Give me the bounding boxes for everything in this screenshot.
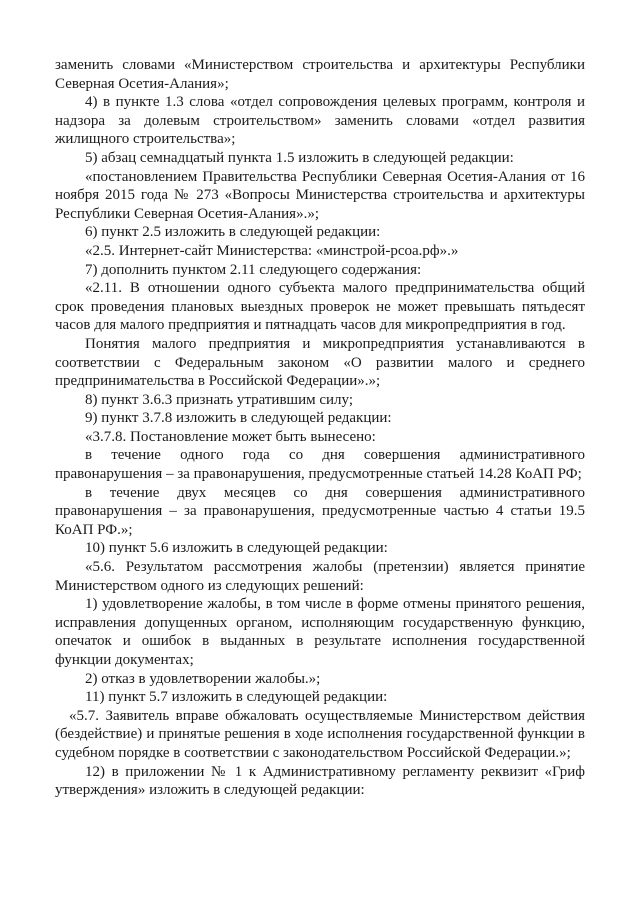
paragraph: Понятия малого предприятия и микропредприятия устанавливаются в соответствии с Федеральным законом «О развитии малого и среднего предпринимательства в Российской Федерации».»; xyxy=(55,335,585,390)
paragraph: 1) удовлетворение жалобы, в том числе в форме отмены принятого решения, исправления допущенных органом, исполняющим государственную функцию, опечаток и ошибок в выданных в результате исполнения государственной функции документах; xyxy=(55,596,585,668)
paragraph: 4) в пункте 1.3 слова «отдел сопровождения целевых программ, контроля и надзора за долевым строительством» заменить словами «отдел развития жилищного строительства»; xyxy=(55,94,585,148)
paragraph: «5.6. Результатом рассмотрения жалобы (претензии) является принятие Министерством одного из следующих решений: xyxy=(55,559,585,594)
paragraph: 11) пункт 5.7 изложить в следующей редакции: xyxy=(85,689,388,706)
paragraph: 12) в приложении № 1 к Административному регламенту реквизит «Гриф утверждения» изложить в следующей редакции: xyxy=(55,763,585,799)
paragraph: заменить словами «Министерством строительства и архитектуры Республики Северная Осетия-Алания»; xyxy=(55,57,585,92)
paragraph: в течение двух месяцев со дня совершения административного правонарушения – за правонарушения, предусмотренные частью 4 статьи 19.5 КоАП РФ.»; xyxy=(55,484,585,538)
paragraph: «5.7. Заявитель вправе обжаловать осуществляемые Министерством действия (бездействие) и принятые решения в ходе исполнения государственной функции в судебном порядке в соответствии с законодательством Российской Федерации.»; xyxy=(55,707,585,761)
paragraph: 2) отказ в удовлетворении жалобы.»; xyxy=(85,670,321,687)
paragraph: «2.5. Интернет-сайт Министерства: «минстрой-рсоа.рф».» xyxy=(85,242,459,259)
paragraph: 8) пункт 3.6.3 признать утратившим силу; xyxy=(85,391,354,408)
paragraph: 9) пункт 3.7.8 изложить в следующей редакции: xyxy=(85,410,392,427)
paragraph: «3.7.8. Постановление может быть вынесено: xyxy=(85,428,376,445)
paragraph: 6) пункт 2.5 изложить в следующей редакции: xyxy=(85,224,381,241)
paragraph: в течение одного года со дня совершения административного правонарушения – за правонарушения, предусмотренные статьей 14.28 КоАП РФ; xyxy=(55,447,585,483)
paragraph: 5) абзац семнадцатый пункта 1.5 изложить в следующей редакции: xyxy=(85,149,514,166)
paragraph: «постановлением Правительства Республики Северная Осетия-Алания от 16 ноября 2015 года № 273 «Вопросы Министерства строительства и архитектуры Республики Северная Осетия-Алания».»; xyxy=(55,168,585,222)
document-body xyxy=(55,56,585,800)
paragraph: 10) пункт 5.6 изложить в следующей редакции: xyxy=(85,540,388,557)
paragraph: «2.11. В отношении одного субъекта малого предпринимательства общий срок проведения плановых выездных проверок не может превышать пятьдесят часов для малого предприятия и пятнадцать часов для микропредприятия в год. xyxy=(55,280,585,334)
paragraph: 7) дополнить пунктом 2.11 следующего содержания: xyxy=(85,261,422,278)
